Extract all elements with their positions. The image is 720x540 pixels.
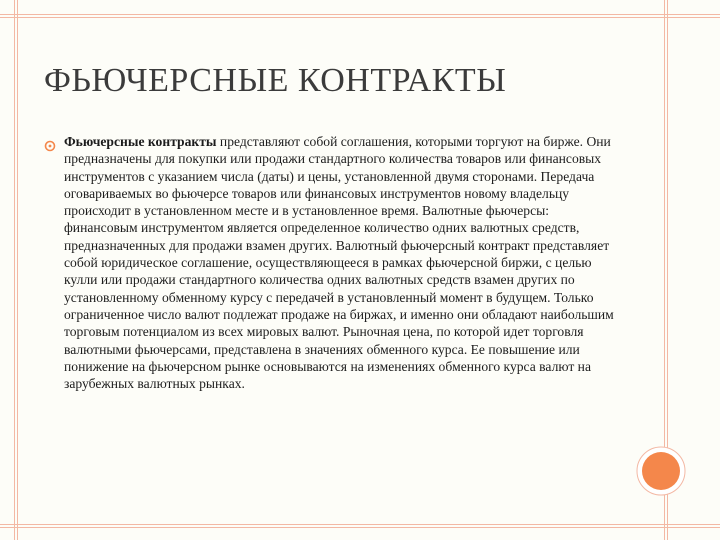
page-title: ФЬЮЧЕРСНЫЕ КОНТРАКТЫ xyxy=(44,62,507,99)
frame-line-bottom-inner xyxy=(0,524,720,525)
bullet-body-text: представляют собой соглашения, которыми торгуют на бирже. Они предназначены для покупки или продажи стандартного количества товаров или финансовых инструментов с указанием числа (даты) и цены, установленной двумя сторонами. Передача оговариваемых во фьючерсе товаров или финансовых инструментов новому владельцу происходит в установленном месте и в установленное время. Валютные фьючерсы: финансовым инструментом является определенное количество одних валютных средств, предназначенных для продажи взамен других. Валютный фьючерсный контракт представляет собой юридическое соглашение, осуществляющееся в рамках фьючерсной биржи, с целью кулли или продажи стандартного количества одних валютных средств взамен других по установленному обменному курсу с передачей в установленный момент в будущем. Только ограниченное число валют подлежат продаже на биржах, и именно они обладают наибольшим торговым потенциалом из всех мировых валют. Рыночная цена, по которой идет торговля валютными фьючерсами, представлена в значениях обменного курса. Ее повышение или понижение на фьючерсном рынке основываются на изменениях обменного курса валют на зарубежных валютных рынках. xyxy=(64,134,614,392)
bullet-circle-icon xyxy=(44,140,56,152)
frame-line-bottom-outer xyxy=(0,527,720,528)
frame-line-left-inner xyxy=(17,0,18,540)
bullet-bold-lead: Фьючерсные контракты xyxy=(64,134,217,149)
bullet-paragraph xyxy=(64,133,622,392)
frame-line-left-outer xyxy=(14,0,15,540)
frame-line-top-inner xyxy=(0,17,720,18)
decorative-circle-icon xyxy=(636,446,686,496)
frame-line-top-outer xyxy=(0,14,720,15)
